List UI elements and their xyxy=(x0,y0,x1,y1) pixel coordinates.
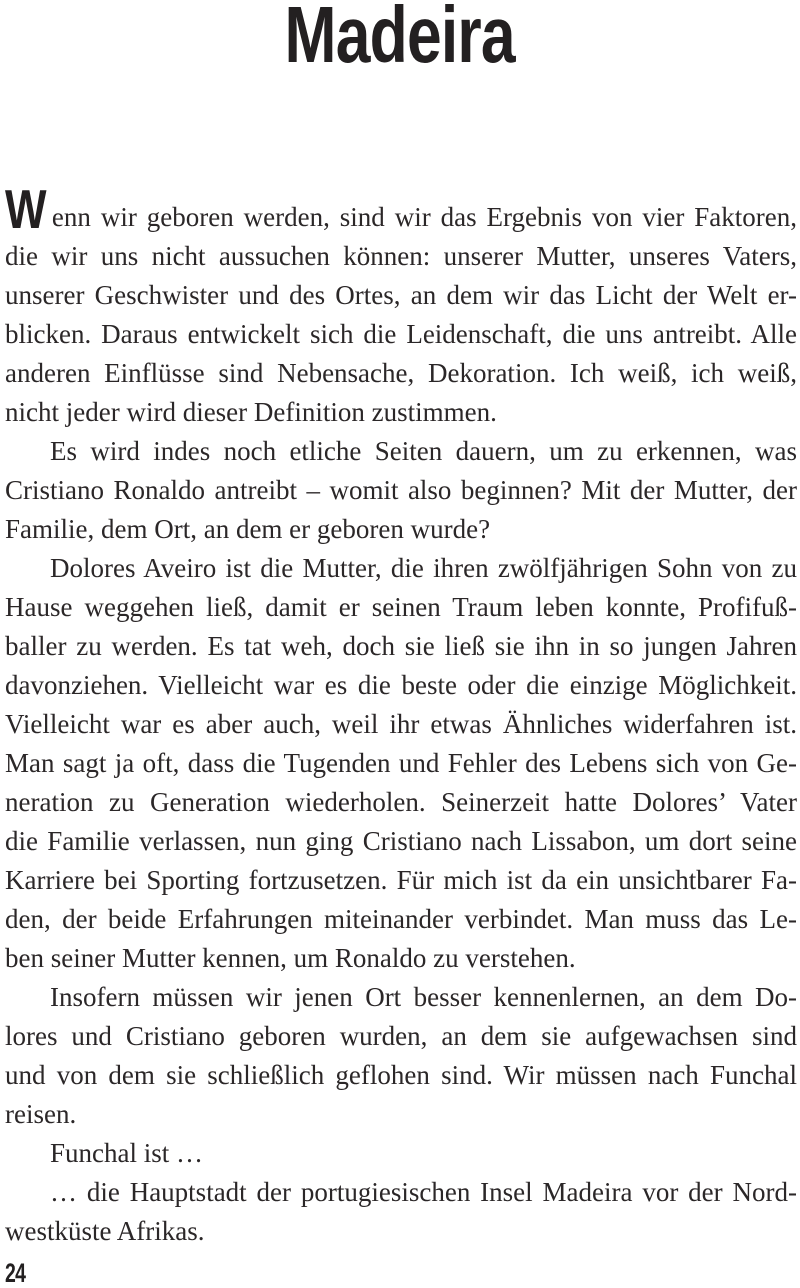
text-line: davonziehen. Vielleicht war es die beste oder die einzige Möglichkeit. xyxy=(5,670,797,700)
text-line: die wir uns nicht aussuchen können: unserer Mutter, unseres Vaters, xyxy=(5,241,797,271)
text-line: Vielleicht war es aber auch, weil ihr etwas Ähnliches widerfahren ist. xyxy=(5,709,797,739)
page-number-text: 24 xyxy=(5,1258,26,1288)
text-line: anderen Einflüsse sind Nebensache, Dekoration. Ich weiß, ich weiß, xyxy=(5,358,797,388)
paragraph xyxy=(5,178,797,432)
text-line: Man sagt ja oft, dass die Tugenden und Fehler des Lebens sich von Ge- xyxy=(5,748,797,778)
text-line: und von dem sie schließlich geflohen sind. Wir müssen nach Funchal xyxy=(5,1060,797,1090)
text-line: Cristiano Ronaldo antreibt – womit also beginnen? Mit der Mutter, der xyxy=(5,475,797,505)
text-line: nicht jeder wird dieser Definition zustimmen. xyxy=(5,397,497,427)
paragraph xyxy=(5,549,797,978)
text-line: Funchal ist … xyxy=(50,1138,203,1168)
text-line: den, der beide Erfahrungen miteinander verbindet. Man muss das Le- xyxy=(5,904,797,934)
text-line: reisen. xyxy=(5,1099,77,1129)
body-text xyxy=(5,178,797,1251)
paragraph xyxy=(5,978,797,1134)
text-line: Karriere bei Sporting fortzusetzen. Für mich ist da ein unsichtbarer Fa- xyxy=(5,865,797,895)
text-line: ben seiner Mutter kennen, um Ronaldo zu verstehen. xyxy=(5,943,576,973)
text-line: neration zu Generation wiederholen. Seinerzeit hatte Dolores’ Vater xyxy=(5,787,797,817)
text-line: Hause weggehen ließ, damit er seinen Traum leben konnte, Profifuß- xyxy=(5,592,797,622)
page-title xyxy=(0,0,800,79)
page-title-text: Madeira xyxy=(284,0,516,79)
text-line: Familie, dem Ort, an dem er geboren wurde? xyxy=(5,514,491,544)
text-line: lores und Cristiano geboren wurden, an dem sie aufgewachsen sind xyxy=(5,1021,797,1051)
text-line: unserer Geschwister und des Ortes, an dem wir das Licht der Welt er- xyxy=(5,280,797,310)
drop-cap: W xyxy=(5,178,47,240)
page-number xyxy=(5,1260,33,1287)
text-line: … die Hauptstadt der portugiesischen Insel Madeira vor der Nord- xyxy=(50,1177,797,1207)
text-line: Wenn wir geboren werden, sind wir das Ergebnis von vier Faktoren, xyxy=(5,178,797,240)
paragraph xyxy=(5,1173,797,1251)
text-line: Es wird indes noch etliche Seiten dauern, um zu erkennen, was xyxy=(50,436,797,466)
paragraph xyxy=(5,432,797,549)
text-line: die Familie verlassen, nun ging Cristiano nach Lissabon, um dort seine xyxy=(5,826,797,856)
paragraph xyxy=(5,1134,797,1173)
text-line: Insofern müssen wir jenen Ort besser kennenlernen, an dem Do- xyxy=(50,982,797,1012)
text-line: Dolores Aveiro ist die Mutter, die ihren zwölfjährigen Sohn von zu xyxy=(50,553,797,583)
text-line: baller zu werden. Es tat weh, doch sie ließ sie ihn in so jungen Jahren xyxy=(5,631,797,661)
text-line: blicken. Daraus entwickelt sich die Leidenschaft, die uns antreibt. Alle xyxy=(5,319,797,349)
text-line: westküste Afrikas. xyxy=(5,1216,205,1246)
